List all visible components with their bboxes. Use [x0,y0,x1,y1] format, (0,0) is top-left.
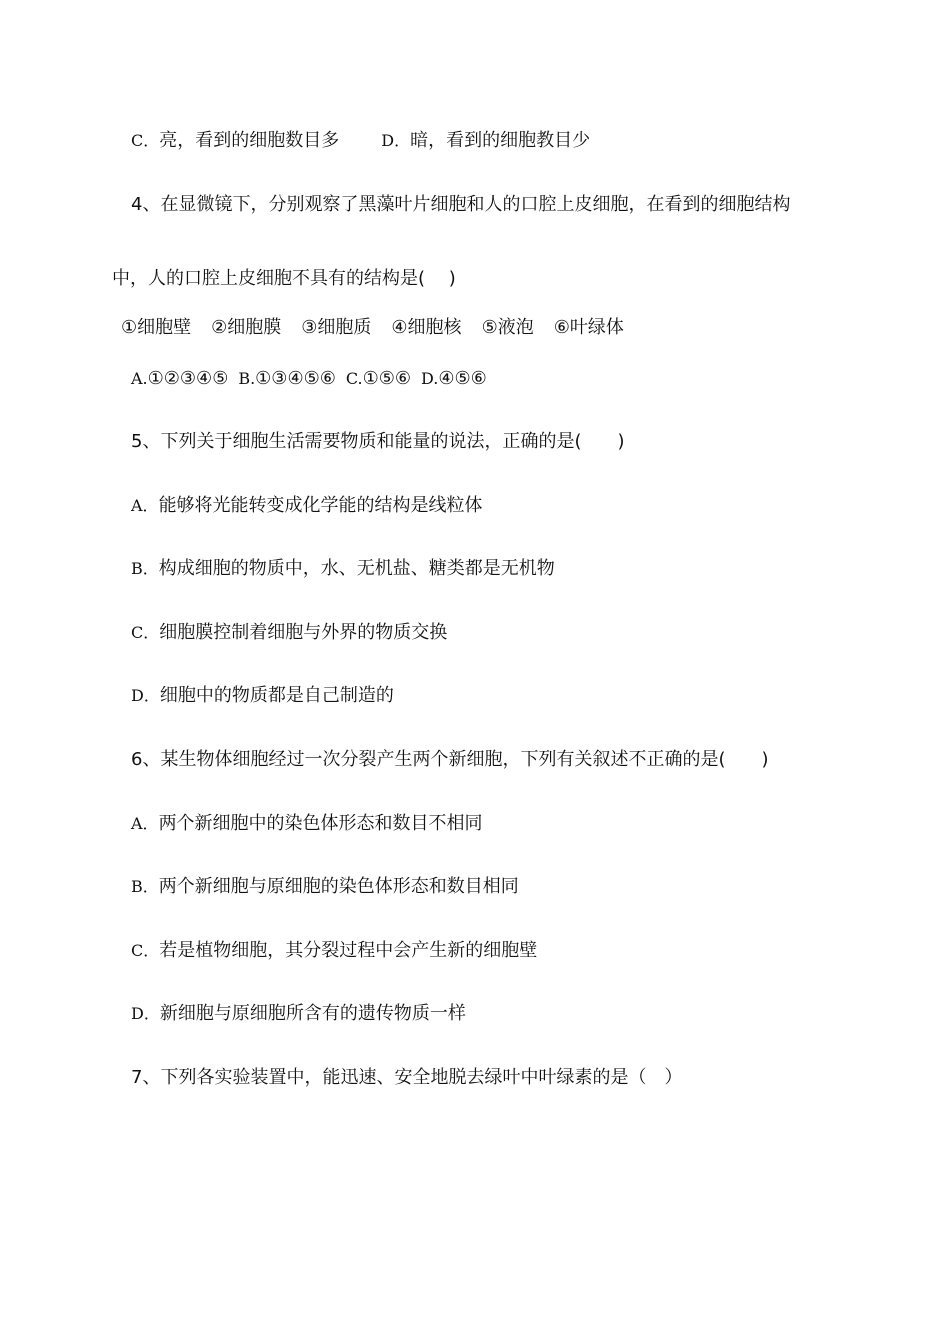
q6-stem: 6、某生物体细胞经过一次分裂产生两个新细胞，下列有关叙述不正确的是( ) [131,749,769,770]
q6-option-d-text: 新细胞与原细胞所含有的遗传物质一样 [159,1003,466,1024]
q4-structure-item: ②细胞膜 [211,317,282,338]
q4-options [131,367,487,391]
q4-structure-item: ④细胞核 [391,317,462,338]
q4-stem-line1: 4、在显微镜下，分别观察了黑藻叶片细胞和人的口腔上皮细胞，在看到的细胞结构 [131,194,791,215]
q4-option-d-label: D. [421,369,439,388]
q3-option-c-label: C． [131,131,160,150]
q5-option-d-text: 细胞中的物质都是自己制造的 [159,685,394,706]
q6-option-b [131,875,519,899]
q3-option-d-text: 暗，看到的细胞教目少 [410,130,591,151]
q4-option-b-label: B. [238,369,256,388]
q4-stem-line2: 中，人的口腔上皮细胞不具有的结构是( ) [112,268,456,289]
q6-option-a-label: A． [131,814,159,833]
q5-option-b [131,557,555,581]
q4-structure-item: ①细胞壁 [121,317,192,338]
q6-option-a-text: 两个新细胞中的染色体形态和数目不相同 [158,813,483,834]
q5-option-a-text: 能够将光能转变成化学能的结构是线粒体 [158,495,483,516]
q6-option-d [131,1002,466,1026]
q5-option-c-label: C． [131,623,160,642]
q5-option-c-text: 细胞膜控制着细胞与外界的物质交换 [159,622,448,643]
q6-option-d-label: D． [131,1004,160,1023]
q5-option-b-label: B． [131,559,159,578]
q4-option-b-text: ①③④⑤⑥ [255,368,336,389]
q6-option-b-text: 两个新细胞与原细胞的染色体形态和数目相同 [158,876,519,897]
q4-option-a-text: ①②③④⑤ [147,368,229,389]
q5-option-c [131,621,447,645]
q4-option-c-label: C. [345,369,363,388]
q3-option-d-label: D． [381,131,411,150]
q5-option-a-label: A． [131,496,159,515]
q3-options-cd [131,129,590,153]
q4-structure-item: ⑥叶绿体 [553,317,624,338]
q4-option-a-label: A. [131,369,148,388]
q6-option-c-label: C． [131,941,160,960]
q4-structure-item: ⑤液泡 [481,317,534,338]
q6-option-b-label: B． [131,877,159,896]
q6-option-c [131,939,537,963]
q7-stem: 7、下列各实验装置中，能迅速、安全地脱去绿叶中叶绿素的是（ ） [131,1067,683,1088]
q5-option-d-label: D． [131,686,160,705]
q6-option-a [131,812,483,836]
q5-stem: 5、下列关于细胞生活需要物质和能量的说法，正确的是( ) [131,431,625,452]
q5-option-a [131,494,483,518]
q4-option-c-text: ①⑤⑥ [362,368,412,389]
q5-option-d [131,684,394,708]
q3-option-c-text: 亮，看到的细胞数目多 [159,130,340,151]
q6-option-c-text: 若是植物细胞，其分裂过程中会产生新的细胞壁 [159,940,538,961]
q4-structures [121,316,624,340]
q5-option-b-text: 构成细胞的物质中，水、无机盐、糖类都是无机物 [158,558,555,579]
q4-option-d-text: ④⑤⑥ [438,368,487,389]
q4-structure-item: ③细胞质 [301,317,372,338]
